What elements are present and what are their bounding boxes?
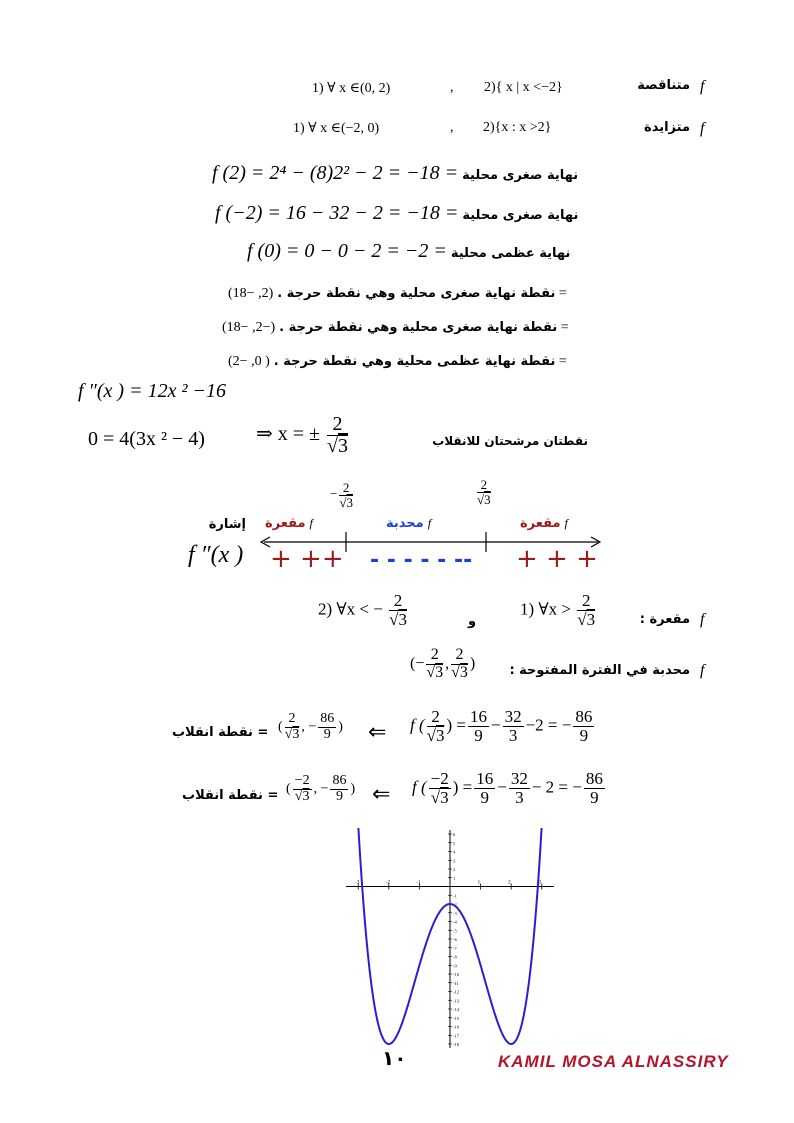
- concave-up-word: مقعرة: [265, 516, 306, 531]
- region-middle-label: محدبة f: [386, 516, 432, 531]
- y-tick-label: 1: [453, 875, 456, 881]
- right-critical-value: [475, 478, 493, 506]
- fraction: $\frac{-2}{√3}$: [430, 769, 449, 807]
- x-tick-label: 3: [538, 880, 542, 886]
- fraction: $\frac{2}{√3}$: [451, 646, 468, 681]
- solve-equation: 0 = 4(3x ² − 4): [88, 428, 205, 450]
- y-tick-label: -6: [453, 937, 457, 942]
- y-tick-label: -13: [453, 998, 459, 1004]
- y-tick-label: -15: [453, 1015, 459, 1021]
- fraction: $\frac{2}{√3}$: [477, 477, 491, 507]
- separator: ,: [450, 80, 454, 95]
- extremum-label: نهاية صغرى محلية: [462, 208, 579, 223]
- fraction: $\frac{16}{9}$: [469, 707, 487, 745]
- inflection-label: = نقطة انقلاب: [182, 788, 279, 803]
- second-derivative: f ″(x ) = 12x ² −16: [78, 380, 226, 402]
- separator: ,: [450, 120, 454, 135]
- y-tick-label: 5: [453, 840, 456, 846]
- critical-point-text: نقطة نهاية صغرى محلية وهي نقطة حرجة .: [277, 286, 556, 301]
- y-tick-label: -3: [453, 910, 457, 916]
- critical-point-text: نقطة نهاية عظمى محلية وهي نقطة حرجة .: [273, 354, 556, 369]
- x-tick-label: -2: [385, 880, 390, 886]
- sign-plus-left: + ++: [270, 544, 344, 574]
- y-tick-label: -14: [453, 1007, 459, 1012]
- y-tick-label: -4: [453, 919, 457, 925]
- fraction: $\frac{86}{9}$: [320, 711, 335, 742]
- critical-point-math: ( 0, −2) =: [228, 354, 567, 369]
- increasing-label: متزايدة: [644, 120, 690, 135]
- fraction: $\frac{-2}{√3}$: [294, 773, 310, 804]
- inflection-calc: f ( $\frac{-2}{√3}$ ) = $\frac{16}{9}$ − $\frac{32}{3}$ − 2 = − $\frac{86}{9}$: [412, 769, 603, 807]
- critical-point-row: [222, 318, 569, 336]
- y-tick-label: -12: [453, 989, 459, 995]
- fraction: $\frac{2}{√3}$: [389, 591, 407, 629]
- critical-point-math: (2, −18) =: [228, 286, 567, 301]
- concave-down-word: محدبة: [386, 516, 424, 531]
- y-tick-label: 3: [453, 858, 456, 864]
- inflection-calc: f ( $\frac{2}{√3}$ ) = $\frac{16}{9}$ − $\frac{32}{3}$ −2 = − $\frac{86}{9}$: [410, 707, 593, 745]
- fraction: $\frac{86}{9}$: [575, 707, 593, 745]
- extremum-math: f (2) = 2⁴ − (8)2² − 2 = −18 =: [212, 162, 459, 184]
- decreasing-label: متناقصة: [637, 78, 690, 93]
- x-tick-label: -3: [355, 880, 360, 886]
- implied-by-arrow-icon: ⇐: [372, 782, 391, 807]
- solve-result: [256, 414, 350, 457]
- y-tick-label: -5: [453, 928, 457, 934]
- critical-point-row: [228, 352, 567, 370]
- y-tick-label: -9: [453, 963, 457, 969]
- y-tick-label: -7: [453, 945, 457, 951]
- y-tick-label: -18: [453, 1042, 459, 1047]
- function-graph: [340, 828, 560, 1050]
- y-tick-label: 2: [453, 867, 456, 872]
- concave-up-interval-1: 1) ∀x > $\frac{2}{√3}$: [520, 591, 596, 629]
- y-tick-label: -10: [453, 972, 459, 977]
- extremum-math: f (−2) = 16 − 32 − 2 = −18 =: [215, 202, 459, 224]
- extremum-math: f (0) = 0 − 0 − 2 = −2 =: [247, 240, 447, 262]
- author-signature: KAMIL MOSA ALNASSIRY: [498, 1052, 729, 1071]
- sign-chart-function: f ″(x ): [188, 542, 244, 568]
- y-tick-label: 6: [453, 832, 456, 837]
- region-left-label: مقعرة f: [265, 516, 313, 531]
- page-number: ١٠: [382, 1046, 407, 1070]
- fraction: $\frac{2}{√3}$: [284, 711, 300, 742]
- y-tick-label: -16: [453, 1024, 459, 1030]
- f-symbol: f: [700, 120, 705, 137]
- fraction: $\frac{32}{3}$: [510, 769, 528, 807]
- fraction: $\frac{2}{√3}$: [339, 480, 353, 510]
- inflection-label: = نقطة انقلاب: [172, 725, 269, 740]
- fraction: $\frac{2}{√3}$: [426, 646, 444, 681]
- critical-point-row: [228, 284, 567, 302]
- inflection-candidates-label: نقطتان مرشحتان للانقلاب: [432, 434, 588, 448]
- critical-point-math: (−2, −18) =: [222, 320, 569, 335]
- y-tick-label: -2: [453, 902, 457, 907]
- extremum-label: نهاية صغرى محلية: [462, 168, 579, 183]
- y-tick-label: -17: [453, 1033, 459, 1039]
- fraction: [327, 414, 348, 457]
- extremum-label: نهاية عظمى محلية: [450, 246, 571, 261]
- inflection-point: ( $\frac{2}{√3}$ , − $\frac{86}{9}$ ): [278, 711, 343, 742]
- implied-by-arrow-icon: ⇐: [368, 720, 387, 745]
- x-tick-label: -1: [416, 880, 421, 886]
- concave-down-label: محدبة في الفترة المفتوحة :: [509, 663, 690, 678]
- region-right-label: مقعرة f: [520, 516, 568, 531]
- inflection-point: ( $\frac{-2}{√3}$ , − $\frac{86}{9}$ ): [286, 773, 356, 804]
- extremum-row-2: [215, 202, 578, 225]
- concave-down-interval: (− $\frac{2}{√3}$ , $\frac{2}{√3}$ ): [410, 646, 476, 681]
- fraction-denominator: √3: [327, 435, 348, 457]
- y-tick-label: -11: [453, 980, 459, 986]
- fraction: $\frac{32}{3}$: [504, 707, 522, 745]
- extremum-row-3: [247, 240, 570, 263]
- x-tick-label: 1: [477, 880, 481, 886]
- increasing-interval-2: 2){x : x >2}: [483, 120, 552, 135]
- fraction: $\frac{86}{9}$: [585, 769, 603, 807]
- increasing-interval-1: 1) ∀ x ∈(−2, 0): [293, 121, 380, 136]
- f-symbol: f: [700, 662, 705, 679]
- solve-implies: ⇒ x = ±: [256, 423, 321, 446]
- fraction: $\frac{2}{√3}$: [577, 591, 596, 629]
- x-tick-label: 2: [508, 880, 511, 886]
- and-word: و: [468, 614, 477, 629]
- sign-plus-right: + + +: [516, 544, 598, 574]
- sign-label: إشارة: [208, 517, 246, 532]
- left-critical-value: − $\frac{2}{√3}$: [330, 480, 353, 510]
- sign-minus-middle: - - - - - --: [370, 548, 473, 573]
- extremum-row-1: [212, 162, 578, 185]
- y-tick-label: -1: [453, 893, 457, 899]
- fraction-numerator: 2: [327, 414, 348, 436]
- y-tick-label: 4: [453, 849, 456, 855]
- concave-up-label: مقعرة :: [639, 612, 690, 627]
- graph-ticks: [355, 832, 542, 1047]
- fraction: $\frac{16}{9}$: [476, 769, 494, 807]
- decreasing-interval-1: 1) ∀ x ∈(0, 2): [312, 81, 391, 96]
- concave-up-interval-2: 2) ∀x < − $\frac{2}{√3}$: [318, 591, 407, 629]
- fraction: $\frac{86}{9}$: [332, 773, 347, 804]
- f-symbol: f: [700, 611, 705, 628]
- critical-point-text: نقطة نهاية صغرى محلية وهي نقطة حرجة .: [279, 320, 558, 335]
- concave-up-word: مقعرة: [520, 516, 561, 531]
- f-symbol: f: [700, 78, 705, 95]
- y-tick-label: -8: [453, 954, 457, 960]
- decreasing-interval-2: 2){ x | x <−2}: [484, 80, 563, 95]
- fraction: $\frac{2}{√3}$: [426, 707, 445, 745]
